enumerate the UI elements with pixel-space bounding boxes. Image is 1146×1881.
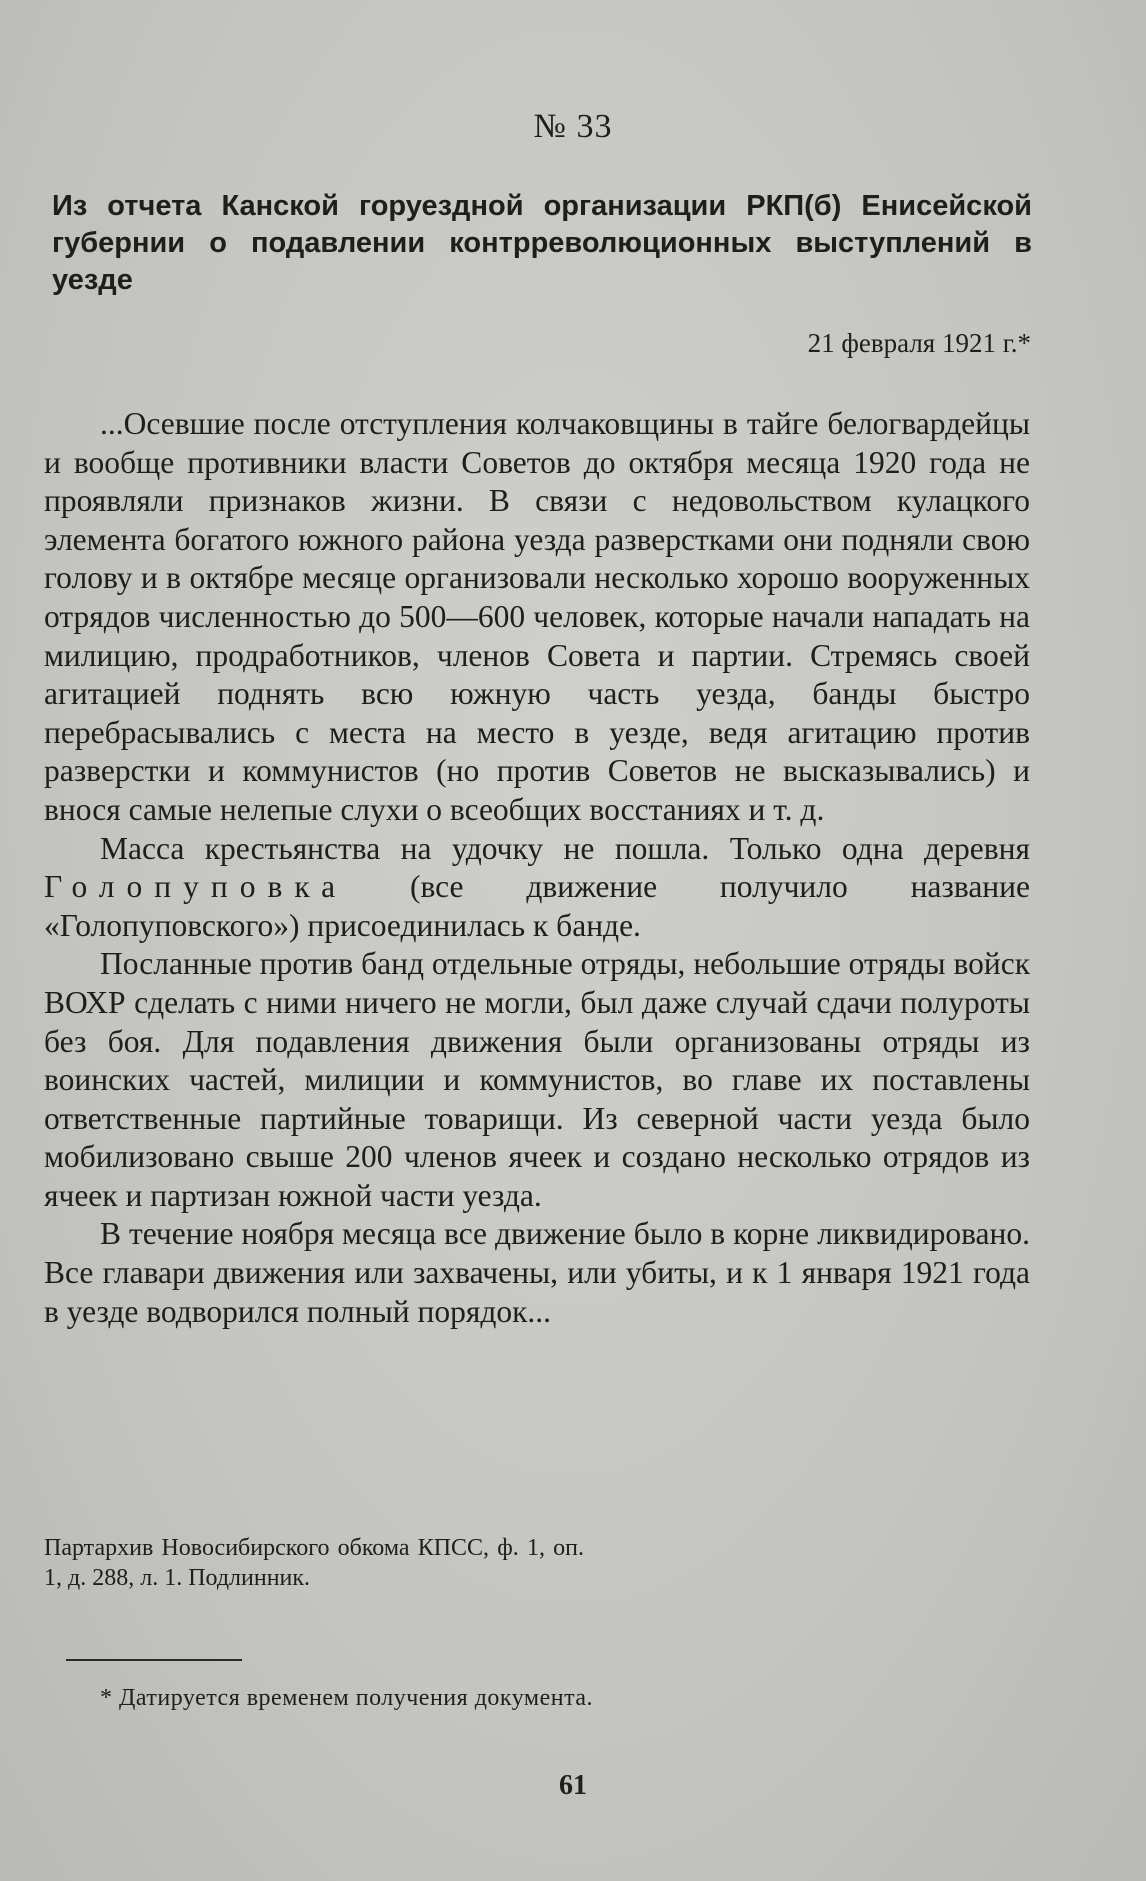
- document-body: [44, 405, 1030, 1331]
- page-number: 61: [559, 1770, 587, 1801]
- paragraph-1: ...Осевшие после отступления колчаковщины в тайге белогвардейцы и вообще противники власти Советов до октября месяца 1920 года не проявляли признаков жизни. В связи с недовольством кулацкого элемента богатого южного района уезда разверстками они подняли свою голову и в октябре месяце организовали несколько хорошо вооруженных отрядов численностью до 500—600 человек, которые начали нападать на милицию, продработников, членов Совета и партии. Стремясь своей агитацией поднять всю южную часть уезда, банды быстро перебрасывались с места на место в уезде, ведя агитацию против разверстки и коммунистов (но против Советов не высказывались) и внося самые нелепые слухи о всеобщих восстаниях и т. д.: [44, 406, 1030, 827]
- paragraph-2-start: Масса крестьянства на удочку не пошла. Только одна деревня: [100, 830, 1030, 866]
- paragraph-3: Посланные против банд отдельные отряды, небольшие отряды войск ВОХР сделать с ними ничего не могли, был даже случай сдачи полуроты без боя. Для подавления движения были организованы отряды из воинских частей, милиции и коммунистов, во главе их поставлены ответственные партийные товарищи. Из северной части уезда было мобилизовано свыше 200 членов ячеек и создано несколько отрядов из ячеек и партизан южной части уезда.: [44, 946, 1030, 1213]
- paragraph-2-end: (все движение получило название «Голопуповского») присоединилась к банде.: [44, 869, 1030, 943]
- village-name: Голопуповка: [44, 869, 348, 905]
- document-title: Из отчета Канской горуездной организации РКП(б) Енисейской губернии о подавлении контрреволюционных выступлений в уезде: [52, 190, 1032, 296]
- paragraph-4: В течение ноября месяца все движение было в корне ликвидировано. Все главари движения или захвачены, или убиты, и к 1 января 1921 года в уезде водворился полный порядок...: [44, 1216, 1030, 1329]
- document-number: № 33: [533, 108, 613, 145]
- footnote-divider: [66, 1659, 242, 1661]
- document-date: 21 февраля 1921 г.*: [807, 328, 1031, 358]
- archive-source: Партархив Новосибирского обкома КПСС, ф. 1, оп. 1, д. 288, л. 1. Подлинник.: [44, 1535, 584, 1591]
- paragraph-2: [44, 830, 1030, 946]
- footnote: * Датируется временем получения документа.: [100, 1685, 594, 1711]
